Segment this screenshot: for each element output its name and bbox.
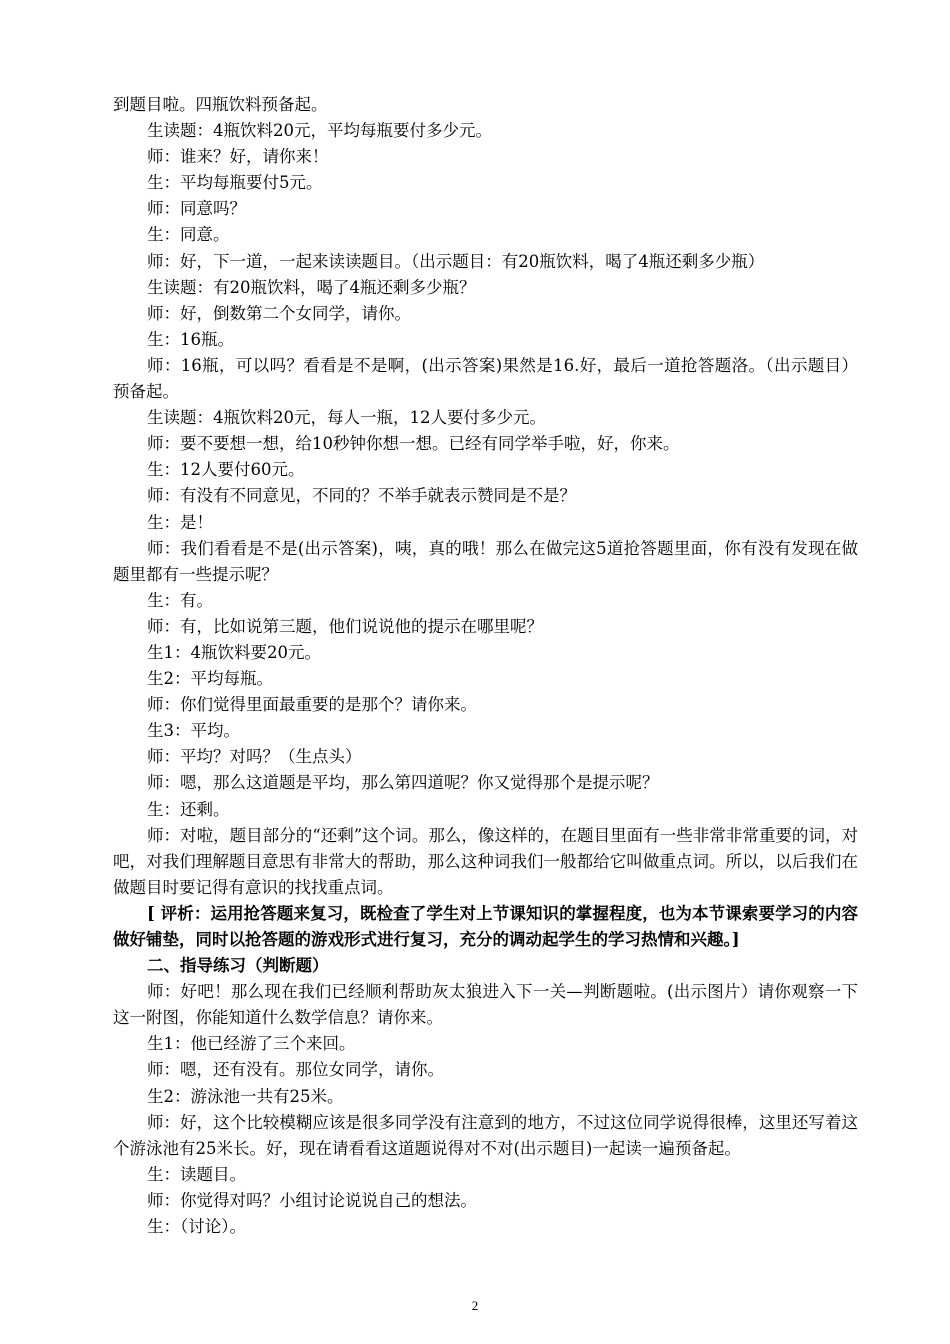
paragraph: 生：16瓶。	[147, 329, 234, 349]
paragraph: 生：还剩。	[147, 799, 230, 819]
paragraph: 生2：游泳池一共有25米。	[147, 1086, 344, 1106]
paragraph: 生3：平均。	[147, 721, 240, 741]
paragraph: 师：要不要想一想，给10秒钟你想一想。已经有同学举手啦，好，你来。	[147, 434, 680, 454]
paragraph: 师：嗯，那么这道题是平均，那么第四道呢？你又觉得那个是提示呢？	[147, 773, 659, 793]
paragraph: 师：我们看看是不是(出示答案)，咦，真的哦！那么在做完这5道抢答题里面，你有没有发现在做题里都有一些提示呢？	[113, 538, 858, 584]
paragraph: 生2：平均每瓶。	[147, 669, 273, 689]
paragraph: 生读题：4瓶饮料20元，每人一瓶，12人要付多少元。	[147, 408, 546, 428]
paragraph: 师：16瓶，可以吗？看看是不是啊，(出示答案)果然是16.好，最后一道抢答题洛。（出示题目）预备起。	[113, 355, 858, 402]
paragraph: 生1：他已经游了三个来回。	[147, 1034, 356, 1054]
paragraph: 师：好吧！那么现在我们已经顺利帮助灰太狼进入下一关—判断题啦。(出示图片）请你观察一下这一附图，你能知道什么数学信息？请你来。	[113, 982, 858, 1028]
paragraph: 生：是！	[147, 512, 213, 532]
paragraph: 生：同意。	[147, 225, 230, 245]
paragraph: 师：有没有不同意见，不同的？不举手就表示赞同是不是？	[147, 486, 576, 506]
paragraph: 生：12人要付60元。	[147, 460, 305, 480]
paragraph: 师：对啦，题目部分的“还剩”这个词。那么，像这样的，在题目里面有一些非常非常重要的词，对吧，对我们理解题目意思有非常大的帮助，那么这种词我们一般都给它叫做重点词。所以，以后我们在做题目时要记得有意识的找找重点词。	[113, 825, 858, 897]
paragraph: 生读题：4瓶饮料20元，平均每瓶要付多少元。	[147, 121, 492, 141]
paragraph: 生：平均每瓶要付5元。	[147, 173, 323, 193]
paragraph: 师：你觉得对吗？小组讨论说说自己的想法。	[147, 1190, 477, 1210]
page-number: 2	[471, 1298, 479, 1313]
paragraph: 师：好，倒数第二个女同学，请你。	[147, 303, 411, 323]
paragraph: 师：谁来？好，请你来！	[147, 147, 329, 167]
bold-paragraph: 二、指导练习（判断题）	[147, 956, 329, 976]
paragraph: 生：有。	[147, 590, 213, 610]
paragraph: 师：同意吗？	[147, 199, 246, 219]
document-body	[113, 92, 858, 1240]
paragraph: 生1：4瓶饮料要20元。	[147, 642, 321, 662]
paragraph: 师：你们觉得里面最重要的是那个？请你来。	[147, 695, 477, 715]
bold-paragraph: [ 评析：运用抢答题来复习，既检查了学生对上节课知识的掌握程度，也为本节课索要学习的内容做好铺垫，同时以抢答题的游戏形式进行复习，充分的调动起学生的学习热情和兴趣。]	[113, 903, 858, 949]
paragraph: 师：好，下一道，一起来读读题目。（出示题目：有20瓶饮料，喝了4瓶还剩多少瓶）	[147, 251, 765, 271]
paragraph: 到题目啦。四瓶饮料预备起。	[113, 95, 328, 114]
paragraph: 师：好，这个比较模糊应该是很多同学没有注意到的地方，不过这位同学说得很棒，这里还写着这个游泳池有25米长。好，现在请看看这道题说得对不对(出示题目)一起读一遍预备起。	[113, 1112, 858, 1158]
paragraph: 生：（讨论）。	[147, 1217, 246, 1237]
paragraph: 生：读题目。	[147, 1164, 246, 1184]
paragraph: 师：有，比如说第三题，他们说说他的提示在哪里呢？	[147, 616, 543, 636]
paragraph: 生读题：有20瓶饮料，喝了4瓶还剩多少瓶？	[147, 277, 476, 297]
paragraph: 师：嗯，还有没有。那位女同学，请你。	[147, 1060, 444, 1080]
paragraph: 师：平均？对吗？（生点头）	[147, 747, 362, 767]
